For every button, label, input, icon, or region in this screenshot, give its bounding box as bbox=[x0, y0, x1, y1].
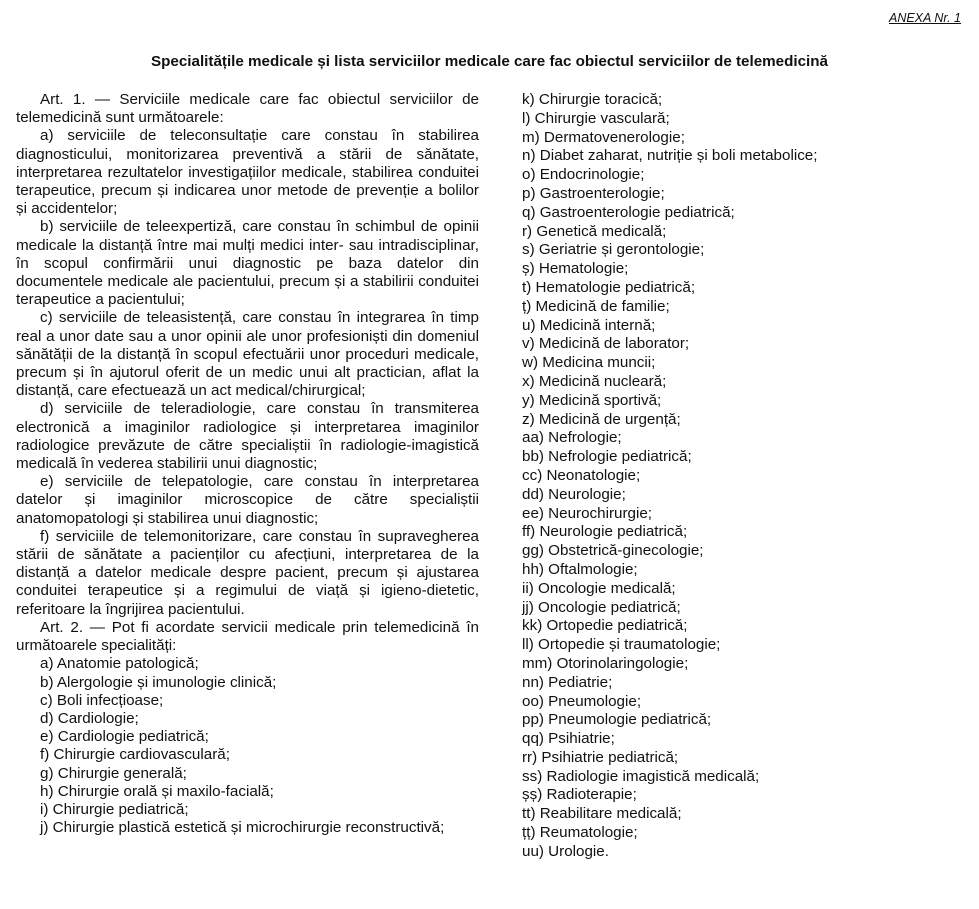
specialty-item: j) Chirurgie plastică estetică și microchirurgie reconstructivă; bbox=[40, 819, 445, 837]
specialty-item: p) Gastroenterologie; bbox=[522, 184, 665, 202]
specialty-item: e) Cardiologie pediatrică; bbox=[40, 728, 209, 746]
specialty-item: kk) Ortopedie pediatrică; bbox=[522, 617, 688, 635]
specialty-item: țț) Reumatologie; bbox=[522, 824, 638, 842]
document-title: Specialitățile medicale și lista serviciilor medicale care fac obiectul serviciilor de telemedicină bbox=[150, 53, 828, 70]
article-1-item-c: c) serviciile de teleasistență, care constau în integrarea în timp real a unor date sau a unor opinii ale unor profesioniști din domeniul sănătății de la distanță în scopul efectuării unor proceduri medicale, precum și în ajutorul oferit de un medic unui alt practician, aflat la distanță, care efectuează un act medical/chirurgical; bbox=[16, 309, 479, 400]
specialty-item: o) Endocrinologie; bbox=[522, 166, 645, 184]
specialty-item: q) Gastroenterologie pediatrică; bbox=[522, 203, 735, 221]
specialty-item: z) Medicină de urgență; bbox=[522, 410, 681, 428]
left-column bbox=[16, 91, 479, 837]
specialty-item: d) Cardiologie; bbox=[40, 709, 139, 727]
specialty-item: uu) Urologie. bbox=[522, 842, 609, 860]
specialty-item: a) Anatomie patologică; bbox=[40, 655, 199, 673]
specialty-item: qq) Psihiatrie; bbox=[522, 730, 615, 748]
specialties-list-left bbox=[16, 655, 479, 837]
specialty-item: ș) Hematologie; bbox=[522, 260, 629, 278]
specialty-item: u) Medicină internă; bbox=[522, 316, 656, 334]
specialty-item: x) Medicină nucleară; bbox=[522, 372, 667, 390]
specialty-item: oo) Pneumologie; bbox=[522, 692, 642, 710]
specialty-item: y) Medicină sportivă; bbox=[522, 391, 662, 409]
specialty-item: h) Chirurgie orală și maxilo-facială; bbox=[40, 782, 274, 800]
specialties-list-right bbox=[522, 91, 962, 862]
specialty-item: ss) Radiologie imagistică medicală; bbox=[522, 767, 760, 785]
specialty-item: hh) Oftalmologie; bbox=[522, 560, 638, 578]
right-column bbox=[522, 91, 962, 862]
article-1-intro: Art. 1. — Serviciile medicale care fac obiectul serviciilor de telemedicină sunt următoarele: bbox=[16, 91, 479, 127]
specialty-item: g) Chirurgie generală; bbox=[40, 764, 187, 782]
article-1-item-b: b) serviciile de teleexpertiză, care constau în schimbul de opinii medicale la distanță între mai mulți medici inter- sau intradisciplinar, în scopul confirmării unui diagnostic pe baza datelor din documentele medicale ale pacientului, precum și a stabilirii conduitei terapeutice a pacientului; bbox=[16, 218, 479, 309]
specialty-item: r) Genetică medicală; bbox=[522, 222, 667, 240]
specialty-item: n) Diabet zaharat, nutriție și boli metabolice; bbox=[522, 147, 818, 165]
annex-label: ANEXA Nr. 1 bbox=[888, 11, 961, 25]
specialty-item: șș) Radioterapie; bbox=[522, 786, 637, 804]
specialty-item: c) Boli infecțioase; bbox=[40, 691, 164, 709]
specialty-item: cc) Neonatologie; bbox=[522, 466, 641, 484]
specialty-item: rr) Psihiatrie pediatrică; bbox=[522, 748, 679, 766]
specialty-item: gg) Obstetrică-ginecologie; bbox=[522, 542, 704, 560]
specialty-item: ff) Neurologie pediatrică; bbox=[522, 523, 688, 541]
specialty-item: nn) Pediatrie; bbox=[522, 673, 613, 691]
specialty-item: b) Alergologie și imunologie clinică; bbox=[40, 673, 277, 691]
specialty-item: ee) Neurochirurgie; bbox=[522, 504, 652, 522]
article-1-item-d: d) serviciile de teleradiologie, care constau în transmiterea electronică a imaginilor radiologice și interpretarea imaginilor radiologice prevăzute de către specialiștii în radiologie-imagistică medicală în vederea stabilirii unui diagnostic; bbox=[16, 400, 479, 473]
specialty-item: i) Chirurgie pediatrică; bbox=[40, 800, 189, 818]
specialty-item: jj) Oncologie pediatrică; bbox=[522, 598, 681, 616]
specialty-item: k) Chirurgie toracică; bbox=[522, 91, 663, 108]
specialty-item: ț) Medicină de familie; bbox=[522, 297, 670, 315]
specialty-item: v) Medicină de laborator; bbox=[522, 335, 690, 353]
specialty-item: ll) Ortopedie și traumatologie; bbox=[522, 636, 721, 654]
article-1-item-a: a) serviciile de teleconsultație care constau în stabilirea diagnosticului, monitorizarea preventivă a stării de sănătate, interpretarea rezultatelor investigațiilor medicale, stabilirea conduitei terapeutice, precum și indicarea unor metode de prevenție a bolilor și accidentelor; bbox=[16, 127, 479, 218]
article-1-item-f: f) serviciile de telemonitorizare, care constau în supravegherea stării de sănătate a pacienților cu afecțiuni, interpretarea de la distanță a datelor medicale despre pacient, precum și ajustarea conduitei terapeutice și a regimului de viață și igieno-dietetic, referitoare la îngrijirea pacientului. bbox=[16, 527, 479, 618]
specialty-item: s) Geriatrie și gerontologie; bbox=[522, 241, 705, 259]
specialty-item: bb) Nefrologie pediatrică; bbox=[522, 448, 692, 466]
article-1-item-e: e) serviciile de telepatologie, care constau în interpretarea datelor și imaginilor microscopice de către specialiștii anatomopatologi și stabilirea unui diagnostic; bbox=[16, 473, 479, 527]
specialty-item: dd) Neurologie; bbox=[522, 485, 626, 503]
specialty-item: l) Chirurgie vasculară; bbox=[522, 109, 670, 127]
specialty-item: f) Chirurgie cardiovasculară; bbox=[40, 746, 230, 764]
specialty-item: t) Hematologie pediatrică; bbox=[522, 278, 696, 296]
specialty-item: aa) Nefrologie; bbox=[522, 429, 622, 447]
specialty-item: mm) Otorinolaringologie; bbox=[522, 654, 689, 672]
specialty-item: w) Medicina muncii; bbox=[522, 354, 656, 372]
article-2-intro: Art. 2. — Pot fi acordate servicii medicale prin telemedicină în următoarele specialități: bbox=[16, 618, 479, 655]
specialty-item: m) Dermatovenerologie; bbox=[522, 128, 685, 146]
specialty-item: pp) Pneumologie pediatrică; bbox=[522, 711, 712, 729]
specialty-item: ii) Oncologie medicală; bbox=[522, 579, 676, 597]
specialty-item: tt) Reabilitare medicală; bbox=[522, 805, 682, 823]
